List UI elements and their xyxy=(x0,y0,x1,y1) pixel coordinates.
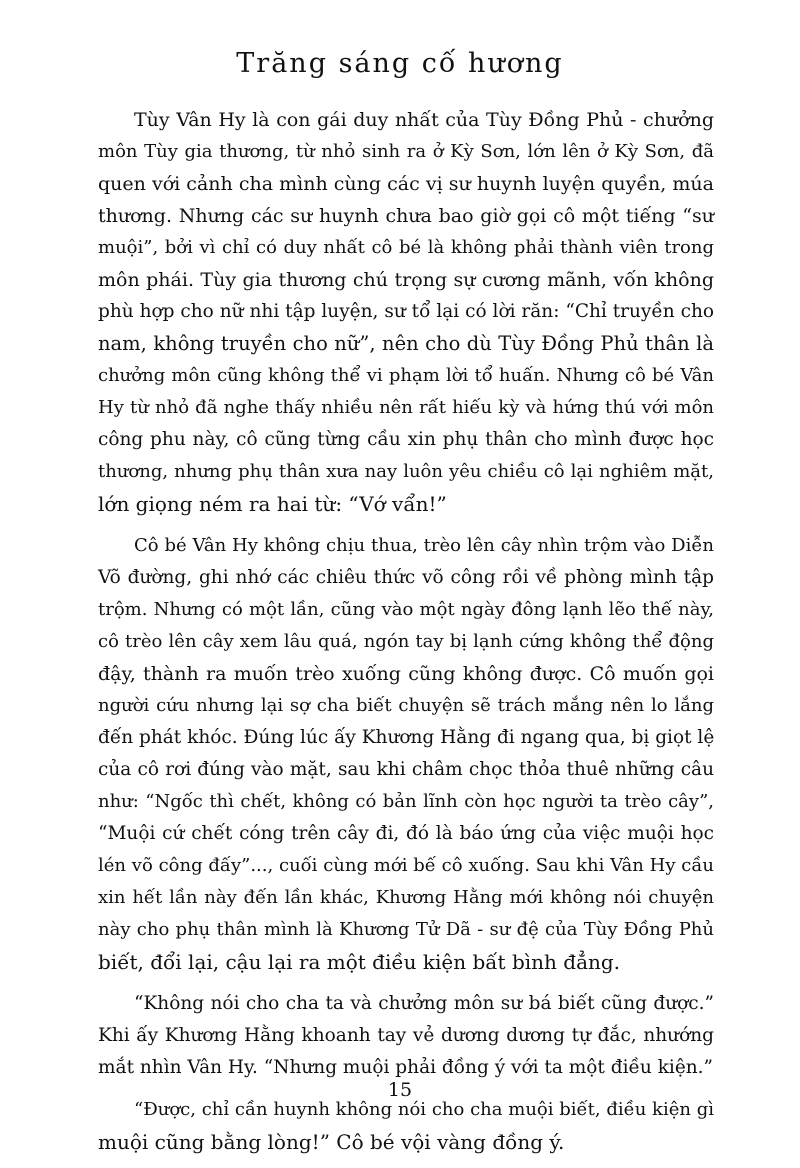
page-number: 15 xyxy=(387,1079,413,1101)
text-line: này cho phụ thân mình là Khương Tử Dã - sư đệ của Tùy Đồng Phủ xyxy=(98,919,714,940)
text-line: đến phát khóc. Đúng lúc ấy Khương Hằng đi ngang qua, bị giọt lệ xyxy=(98,727,715,748)
text-line: biết, đổi lại, cậu lại ra một điều kiện bất bình đẳng. xyxy=(98,950,621,974)
text-line: “Được, chỉ cần huynh không nói cho cha muội biết, điều kiện gì xyxy=(134,1099,714,1120)
paragraph-2 xyxy=(98,530,714,978)
text-line: muội”, bởi vì chỉ có duy nhất cô bé là không phải thành viên trong xyxy=(98,237,714,258)
paragraph-4 xyxy=(98,1094,714,1158)
text-line: trộm. Nhưng có một lần, cũng vào một ngày đông lạnh lẽo thế này, xyxy=(98,599,714,620)
text-line: mắt nhìn Vân Hy. “Nhưng muội phải đồng ý với ta một điều kiện.” xyxy=(98,1057,714,1078)
text-line: chưởng môn cũng không thể vi phạm lời tổ huấn. Nhưng cô bé Vân xyxy=(98,365,714,386)
text-line: xin hết lần này đến lần khác, Khương Hằng mới không nói chuyện xyxy=(98,887,714,908)
text-line: lớn giọng ném ra hai từ: “Vớ vẩn!” xyxy=(98,492,447,516)
text-line: “Muội cứ chết cóng trên cây đi, đó là báo ứng của việc muội học xyxy=(98,823,714,844)
text-line: lén võ công đấy”..., cuối cùng mới bế cô xuống. Sau khi Vân Hy cầu xyxy=(98,855,714,876)
text-line: môn phái. Tùy gia thương chú trọng sự cương mãnh, vốn không xyxy=(98,269,714,291)
body-text xyxy=(98,104,714,1168)
text-line: nam, không truyền cho nữ”, nên cho dù Tùy Đồng Phủ thân là xyxy=(98,332,714,355)
running-title: Trăng sáng cố hương xyxy=(236,48,564,79)
paragraph-3 xyxy=(98,988,714,1084)
text-line: “Không nói cho cha ta và chưởng môn sư bá biết cũng được.” xyxy=(134,993,714,1014)
text-line: người cứu nhưng lại sợ cha biết chuyện sẽ trách mắng nên lo lắng xyxy=(98,695,714,716)
text-line: như: “Ngốc thì chết, không có bản lĩnh còn học người ta trèo cây”, xyxy=(98,791,714,812)
text-line: thương, nhưng phụ thân xưa nay luôn yêu chiều cô lại nghiêm mặt, xyxy=(98,461,714,482)
text-line: đậy, thành ra muốn trèo xuống cũng không được. Cô muốn gọi xyxy=(98,663,714,685)
text-line: của cô rơi đúng vào mặt, sau khi châm chọc thỏa thuê những câu xyxy=(98,759,714,780)
text-line: thương. Nhưng các sư huynh chưa bao giờ gọi cô một tiếng “sư xyxy=(98,205,714,227)
text-line: Cô bé Vân Hy không chịu thua, trèo lên cây nhìn trộm vào Diễn xyxy=(134,535,714,556)
text-line: Võ đường, ghi nhớ các chiêu thức võ công rồi về phòng mình tập xyxy=(98,567,714,588)
text-line: môn Tùy gia thương, từ nhỏ sinh ra ở Kỳ Sơn, lớn lên ở Kỳ Sơn, đã xyxy=(98,141,714,162)
text-line: cô trèo lên cây xem lâu quá, ngón tay bị lạnh cứng không thể động xyxy=(98,631,714,652)
paragraph-1 xyxy=(98,104,714,520)
text-line: Tùy Vân Hy là con gái duy nhất của Tùy Đồng Phủ - chưởng xyxy=(134,109,714,131)
text-line: công phu này, cô cũng từng cầu xin phụ thân cho mình được học xyxy=(98,429,714,450)
text-line: Khi ấy Khương Hằng khoanh tay vẻ dương dương tự đắc, nhướng xyxy=(98,1025,714,1046)
text-line: quen với cảnh cha mình cùng các vị sư huynh luyện quyền, múa xyxy=(98,173,714,195)
text-line: phù hợp cho nữ nhi tập luyện, sư tổ lại có lời răn: “Chỉ truyền cho xyxy=(98,301,714,322)
text-line: muội cũng bằng lòng!” Cô bé vội vàng đồng ý. xyxy=(98,1130,565,1154)
text-line: Hy từ nhỏ đã nghe thấy nhiều nên rất hiếu kỳ và hứng thú với môn xyxy=(98,397,714,418)
